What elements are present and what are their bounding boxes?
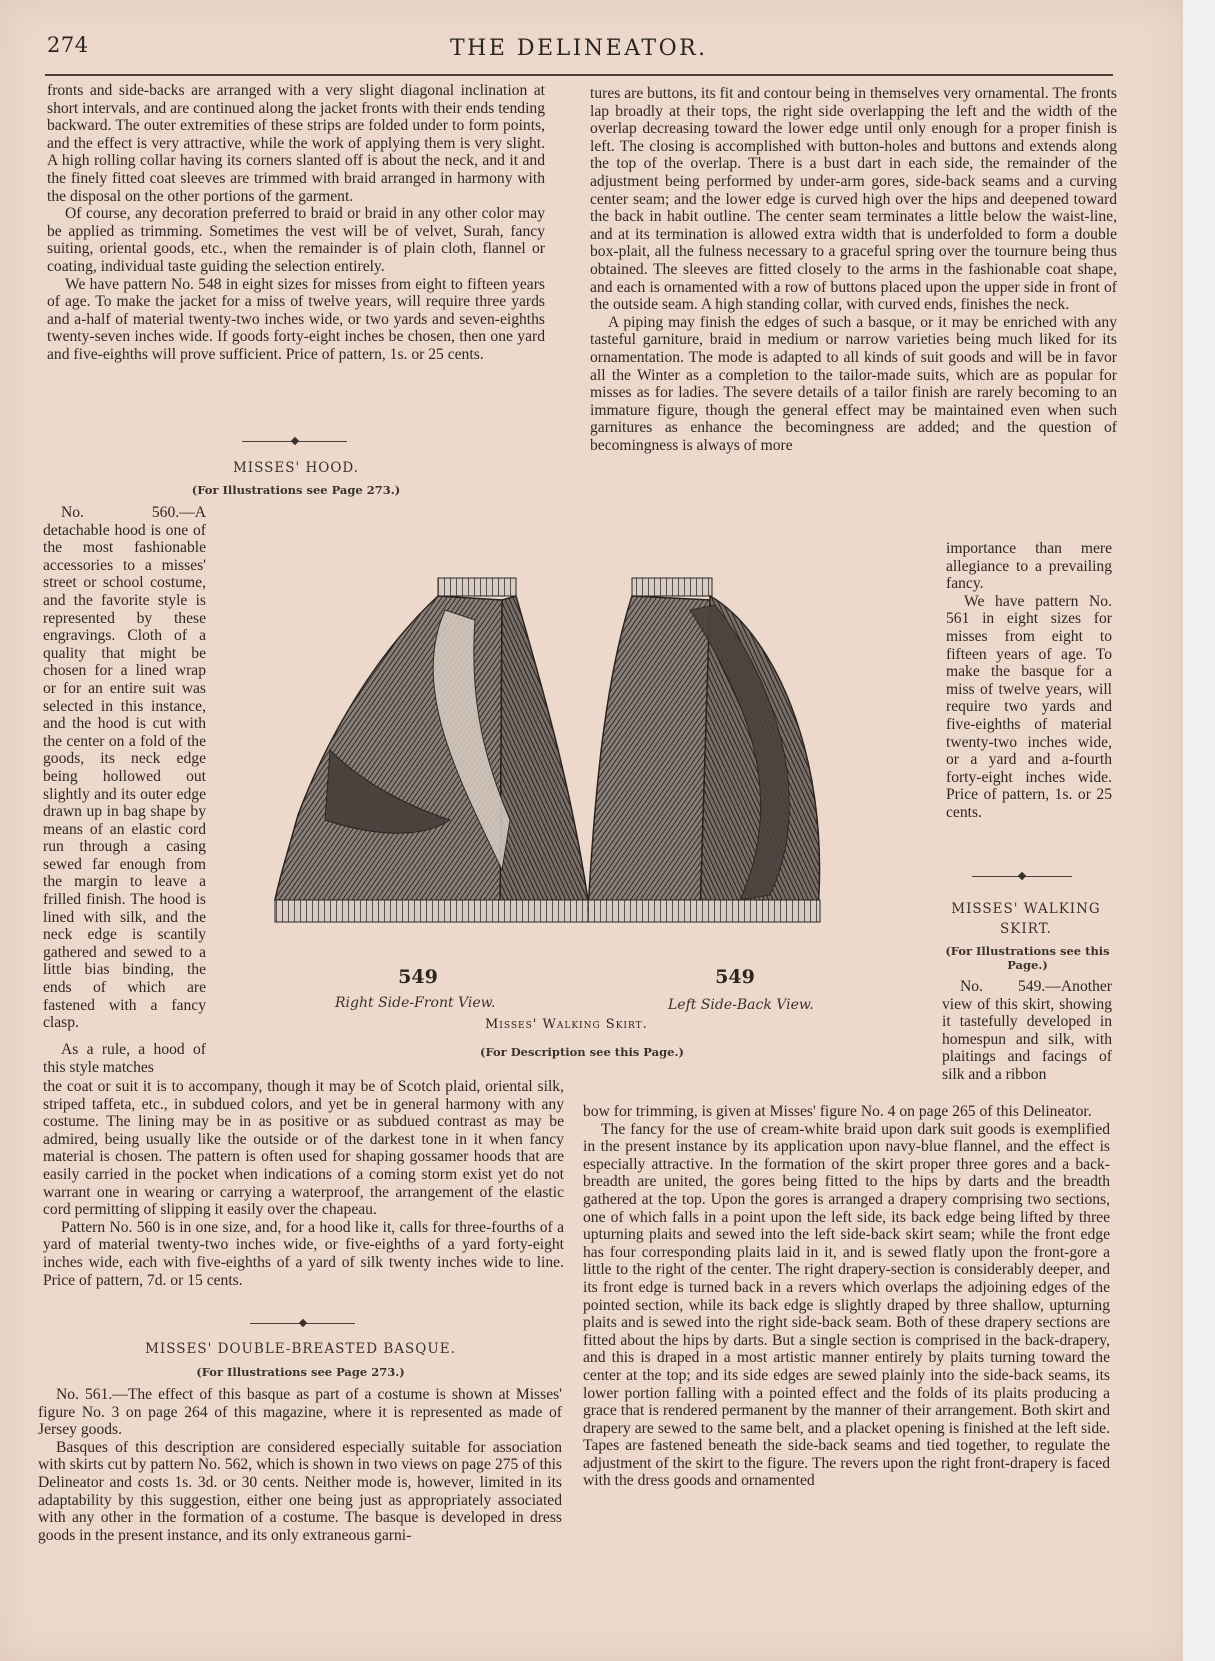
figure-caption-left: Right Side-Front View. <box>335 995 496 1011</box>
section-heading: MISSES' WALKING SKIRT. <box>951 901 1101 937</box>
left-side-back-view-skirt <box>588 578 820 922</box>
paragraph: A piping may finish the edges of such a basque, or it may be enriched with any tasteful garniture, braid in medium or narrow varieties being much liked for its ornamentation. The mode is adapted to all kinds of suit goods and will be in favor all the Winter as a completion to the tailor-made suits, which are as popular for misses as for ladies. The severe details of a tailor finish are rarely becoming to an immature figure, though the general effect may be maintained even when such garnitures as enhance the becomingness are added; and the question of becomingness is always of more <box>590 313 1117 454</box>
hood-paragraph-narrow: No. 560.—A detachable hood is one of the most fashionable accessories to a misses' street or school costume, and the favorite style is represented by these engravings. Cloth of a quality that might be chosen for a lined wrap or for an entire suit was selected in this instance, and the hood is cut with the center on a fold of the goods, its neck edge being hollowed out slightly and its outer edge drawn up in bag shape by means of an elastic cord run through a casing sewed far enough from the margin to leave a frilled finish. The hood is lined with silk, and the neck edge is scantily gathered and sewed to a little bias binding, the ends of which are fastened with a fancy clasp. <box>43 504 206 1032</box>
section-subheading: (For Illustrations see this Page.) <box>945 944 1110 972</box>
paragraph: Of course, any decoration preferred to braid or braid in any other color may be applied as trimming. Sometimes the vest will be of velvet, Surah, fancy suiting, oriental goods, etc., when the remainder is of plain cloth, flannel or coating, individual taste guiding the selection entirely. <box>47 205 545 275</box>
paragraph: fronts and side-backs are arranged with a very slight diagonal inclination at short intervals, and are continued along the jacket fronts with their ends tending backward. The outer extremities of these strips are folded under to form points, and the effect is very attractive, while the work of applying them is very slight. A high rolling collar having its corners slanted off is about the neck, and it and the finely fitted coat sleeves are trimmed with braid arranged in harmony with the disposal on the other portions of the garment. <box>47 82 545 205</box>
divider-ornament <box>291 437 299 445</box>
section-subheading: (For Illustrations see Page 273.) <box>191 483 401 497</box>
walking-paragraph-wide: bow for trimming, is given at Misses' figure No. 4 on page 265 of this Delineator. The fancy for the use of cream-white braid upon dark suit goods is exemplified in the present instance by its application upon navy-blue flannel, and the effect is especially attractive. In the formation of the skirt proper three gores and a back-breadth are united, the gores being fitted to the hips by darts and the breadth gathered at the top. Upon the gores is arranged a drapery comprising two sections, one of which falls in a point upon the left side, its back edge being lifted by three upturning plaits and sewed into the left side-back skirt seam; while the front edge has four corresponding plaits laid in it, and is sewed flatly upon the front-gore a little to the right of the center. The right drapery-section is considerably deeper, and its front edge is turned back in a revers which overlaps the adjoining edges of the pointed section, while its back edge is slightly draped by three shallow, upturning plaits and is sewed into the right side-back seam. Both of these drapery sections are fitted about the hips by darts. But a single section is comprised in the back-drapery, and this is draped in a most artistic manner entirely by plaits turning toward the center at the top; and its side edges are sewed plainly into the side-back seams, its lower portion falling with a pointed effect and the folds of its plaits producing a grace that is rendered permanent by the manner of their arrangement. Both skirt and drapery are sewed to the same belt, and a placket opening is finished at the left side. Tapes are fastened beneath the side-back seams and tied together, to regulate the adjustment of the skirt to the figure. The revers upon the right front-drapery is faced with the dress goods and ornamented <box>583 1103 1110 1490</box>
right-column-narrow: importance than mere allegiance to a prevailing fancy. We have pattern No. 561 in eight sizes for misses from eight to fifteen years of age. To make the basque for a miss of twelve years, will require two yards and five-eighths of material twenty-two inches wide, or a yard and a-fourth forty-eight inches wide. Price of pattern, 1s. or 25 cents. <box>946 540 1112 821</box>
walking-paragraph-narrow: No. 549.—Another view of this skirt, showing it tastefully developed in homespun and silk, with plaitings and facings of silk and a ribbon <box>942 978 1112 1083</box>
header-rule <box>45 74 1113 76</box>
figure-number-right: 549 <box>715 966 755 988</box>
left-column-top <box>47 82 545 364</box>
paragraph: tures are buttons, its fit and contour being in themselves very ornamental. The fronts lap broadly at their tops, the right side overlapping the left and the width of the overlap decreasing toward the lower edge until only enough for a proper finish is left. The closing is accomplished with button-holes and buttons and extends along the top of the overlap. There is a bust dart in each side, the remainder of the adjustment being performed by under-arm gores, side-back seams and a curving center seam; and the lower edge is curved high over the hips and deepened toward the back in habit outline. The center seam terminates a little below the waist-line, and at its termination is allowed extra width that is underfolded to form a double box-plait, all the fulness necessary to a graceful spring over the tournure being thus obtained. The sleeves are fitted closely to the arms in the fashionable coat shape, and each is ornamented with a row of buttons placed upon the upper side in front of the outside seam. A high standing collar, with curved ends, finishes the neck. <box>590 85 1117 314</box>
divider-ornament <box>1018 872 1026 880</box>
page-number: 274 <box>47 33 89 57</box>
divider-ornament <box>299 1319 307 1327</box>
hood-paragraph-narrow-2: As a rule, a hood of this style matches <box>43 1041 206 1076</box>
page-title: THE DELINEATOR. <box>450 36 708 61</box>
figure-description: (For Description see this Page.) <box>480 1045 684 1059</box>
section-heading: MISSES' HOOD. <box>232 460 360 476</box>
figure-title: Misses' Walking Skirt. <box>485 1017 648 1032</box>
basque-text: No. 561.—The effect of this basque as part of a costume is shown at Misses' figure No. 3 on page 264 of this magazine, where it is represented as made of Jersey goods. Basques of this description are considered especially suitable for association with skirts cut by pattern No. 562, which is shown in two views on page 275 of this Delineator and costs 1s. 3d. or 30 cents. Neither mode is, however, limited in its adaptability by this suggestion, either one being just as appropriately associated with any other in the formation of a costume. The basque is developed in dress goods in the present instance, and its only extraneous garni- <box>38 1386 562 1544</box>
figure-caption-right: Left Side-Back View. <box>668 997 814 1013</box>
skirt-illustration <box>270 570 880 965</box>
section-heading: MISSES' DOUBLE-BREASTED BASQUE. <box>145 1341 456 1357</box>
right-side-front-view-skirt <box>275 578 590 922</box>
hood-paragraph-wide: the coat or suit it is to accompany, though it may be of Scotch plaid, oriental silk, striped taffeta, etc., in subdued colors, and yet be in general harmony with any costume. The lining may be in as positive or as subdued contrast as may be admired, being usually like the outside or of the darkest tone in it when fancy material is chosen. The pattern is often used for shaping gossamer hoods that are easily carried in the pocket when indications of a coming storm exist yet do not warrant one in wearing or carrying a waterproof, the arrangement of the elastic cord permitting of slipping it easily over the chapeau. Pattern No. 560 is in one size, and, for a hood like it, calls for three-fourths of a yard of material twenty-two inches wide, or five-eighths of a yard forty-eight inches wide, each with five-eighths of a yard of silk twenty inches wide to line. Price of pattern, 7d. or 15 cents. <box>43 1078 564 1289</box>
right-column-top <box>590 85 1117 454</box>
figure-number-left: 549 <box>398 966 438 988</box>
section-subheading: (For Illustrations see Page 273.) <box>196 1365 405 1379</box>
paragraph: We have pattern No. 548 in eight sizes for misses from eight to fifteen years of age. To make the jacket for a miss of twelve years, will require three yards and a-half of material twenty-two inches wide, or two yards and seven-eighths twenty-seven inches wide. If goods forty-eight inches be chosen, then one yard and five-eighths will prove sufficient. Price of pattern, 1s. or 25 cents. <box>47 275 545 363</box>
